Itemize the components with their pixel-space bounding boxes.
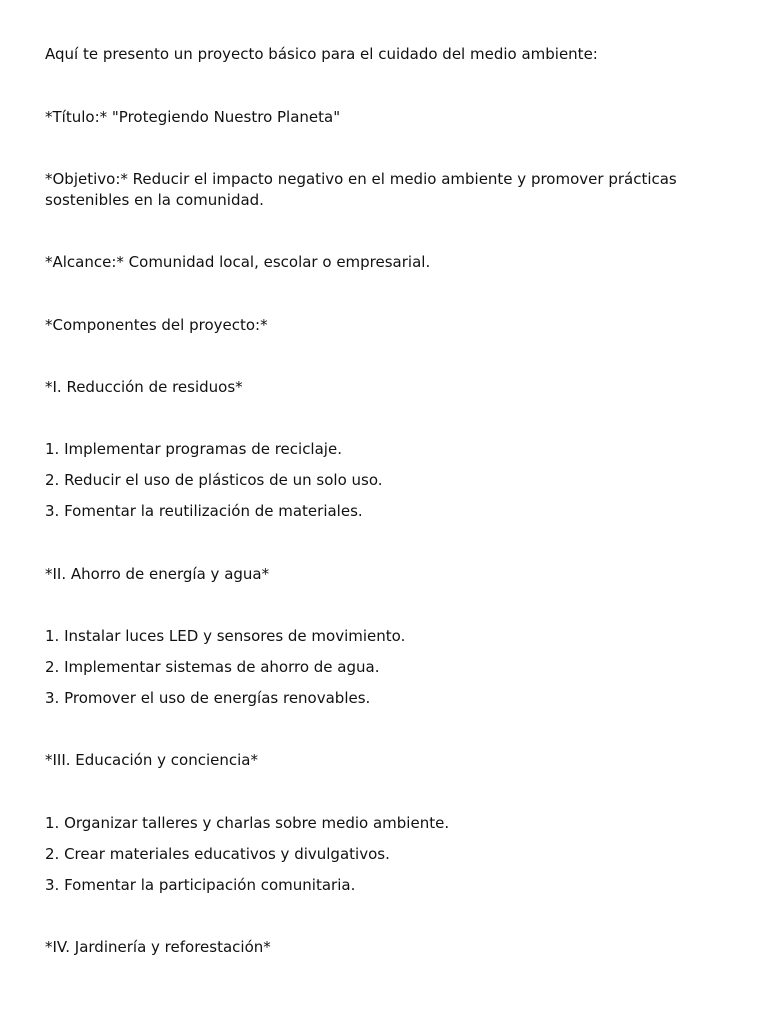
- section-heading-4: *IV. Jardinería y reforestación*: [45, 938, 271, 956]
- project-scope: *Alcance:* Comunidad local, escolar o empresarial.: [45, 253, 431, 271]
- list-item: 1. Implementar programas de reciclaje.: [45, 440, 342, 458]
- list-item: 1. Instalar luces LED y sensores de movimiento.: [45, 627, 406, 645]
- section-heading-2: *II. Ahorro de energía y agua*: [45, 565, 270, 583]
- section-heading-3: *III. Educación y conciencia*: [45, 751, 258, 769]
- list-item: 3. Fomentar la reutilización de materiales.: [45, 502, 363, 520]
- list-item: 2. Reducir el uso de plásticos de un solo uso.: [45, 471, 383, 489]
- components-heading: *Componentes del proyecto:*: [45, 316, 268, 334]
- list-item: 1. Organizar talleres y charlas sobre medio ambiente.: [45, 814, 450, 832]
- intro-text: Aquí te presento un proyecto básico para el cuidado del medio ambiente:: [45, 45, 598, 63]
- list-item: 3. Promover el uso de energías renovables.: [45, 689, 371, 707]
- list-item: 2. Implementar sistemas de ahorro de agua.: [45, 658, 380, 676]
- project-objective: *Objetivo:* Reducir el impacto negativo en el medio ambiente y promover prácticas sostenibles en la comunidad.: [45, 170, 677, 209]
- project-title: *Título:* "Protegiendo Nuestro Planeta": [45, 108, 341, 126]
- list-item: 2. Crear materiales educativos y divulgativos.: [45, 845, 390, 863]
- list-item: 3. Fomentar la participación comunitaria.: [45, 876, 356, 894]
- section-heading-1: *I. Reducción de residuos*: [45, 378, 243, 396]
